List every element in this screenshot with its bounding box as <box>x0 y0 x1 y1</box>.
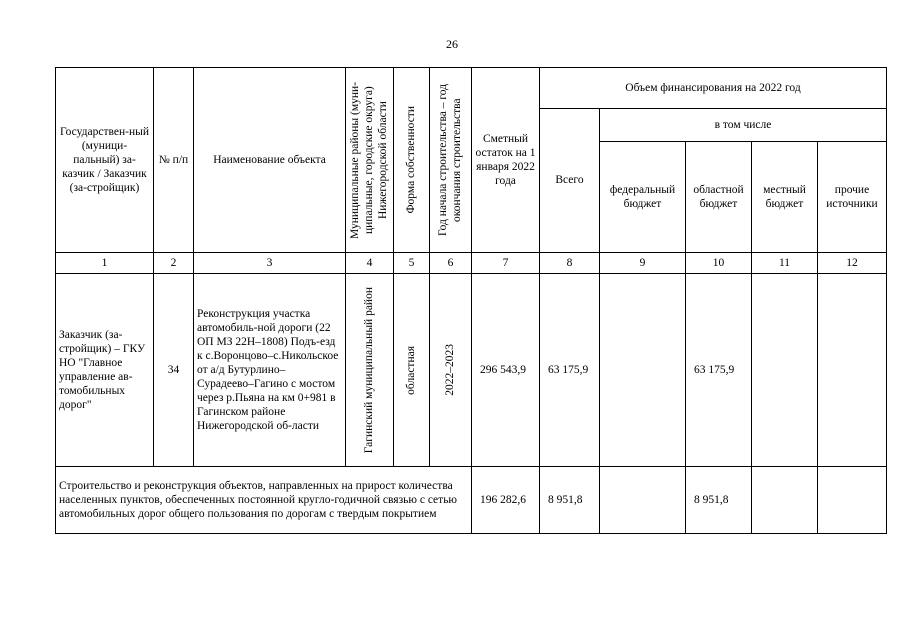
summary-federal <box>600 467 686 534</box>
header-total: Всего <box>540 109 600 253</box>
row-customer: Заказчик (за-стройщик) – ГКУ НО "Главное управление ав-томобильных дорог" <box>56 274 154 467</box>
column-number: 2 <box>154 253 194 274</box>
summary-local <box>752 467 818 534</box>
row-other <box>818 274 887 467</box>
row-ownership-text: областная <box>405 345 418 395</box>
row-regional: 63 175,9 <box>686 274 752 467</box>
column-number: 8 <box>540 253 600 274</box>
column-number: 11 <box>752 253 818 274</box>
summary-regional: 8 951,8 <box>686 467 752 534</box>
column-number: 12 <box>818 253 887 274</box>
summary-row <box>56 467 887 534</box>
row-years-text: 2022–2023 <box>444 344 457 396</box>
summary-other <box>818 467 887 534</box>
summary-estimated-balance: 196 282,6 <box>472 467 540 534</box>
header-federal: федеральный бюджет <box>600 142 686 253</box>
column-number: 5 <box>394 253 430 274</box>
table-row <box>56 274 887 467</box>
column-number: 7 <box>472 253 540 274</box>
header-estimated-balance: Сметный остаток на 1 января 2022 года <box>472 68 540 253</box>
summary-label: Строительство и реконструкция объектов, направленных на прирост количества населенных пунктов, обеспеченных постоянной кругло-годичной связью с сетью автомобильных дорог общего пользования по дорогам с твердым покрытием <box>56 467 472 534</box>
row-estimated-balance: 296 543,9 <box>472 274 540 467</box>
header-funding-2022: Объем финансирования на 2022 год <box>540 68 887 109</box>
header-districts-text: Муниципальные районы (муни-ципальные, городские округа) Нижегородской области <box>349 81 390 239</box>
row-num: 34 <box>154 274 194 467</box>
column-number: 3 <box>194 253 346 274</box>
header-years-text: Год начала строительства – год окончания строительства <box>437 83 464 237</box>
header-customer: Государствен-ный (муници-пальный) за-казчик / Заказчик (за-стройщик) <box>56 68 154 253</box>
row-ownership <box>394 274 430 467</box>
column-number: 10 <box>686 253 752 274</box>
page-number: 26 <box>446 37 458 51</box>
financing-table <box>55 67 887 534</box>
header-num: № п/п <box>154 68 194 253</box>
row-district-text: Гагинский муниципальный район <box>363 286 376 454</box>
header-object-name: Наименование объекта <box>194 68 346 253</box>
row-total: 63 175,9 <box>540 274 600 467</box>
header-other: прочие источники <box>818 142 887 253</box>
header-regional: областной бюджет <box>686 142 752 253</box>
row-district <box>346 274 394 467</box>
row-local <box>752 274 818 467</box>
header-including: в том числе <box>600 109 887 142</box>
header-local: местный бюджет <box>752 142 818 253</box>
header-ownership <box>394 68 430 253</box>
header-ownership-text: Форма собственности <box>405 106 418 214</box>
header-districts <box>346 68 394 253</box>
summary-total: 8 951,8 <box>540 467 600 534</box>
header-years <box>430 68 472 253</box>
column-number: 1 <box>56 253 154 274</box>
column-number: 6 <box>430 253 472 274</box>
row-years <box>430 274 472 467</box>
column-number: 4 <box>346 253 394 274</box>
column-number: 9 <box>600 253 686 274</box>
row-federal <box>600 274 686 467</box>
row-object-name: Реконструкция участка автомобиль-ной дороги (22 ОП МЗ 22Н–1808) Подъ-езд к с.Воронцово–с.Никольское от а/д Бутурлино–Сурадеево–Гагино с мостом через р.Пьяна на км 0+981 в Гагинском районе Нижегородской об-ласти <box>194 274 346 467</box>
